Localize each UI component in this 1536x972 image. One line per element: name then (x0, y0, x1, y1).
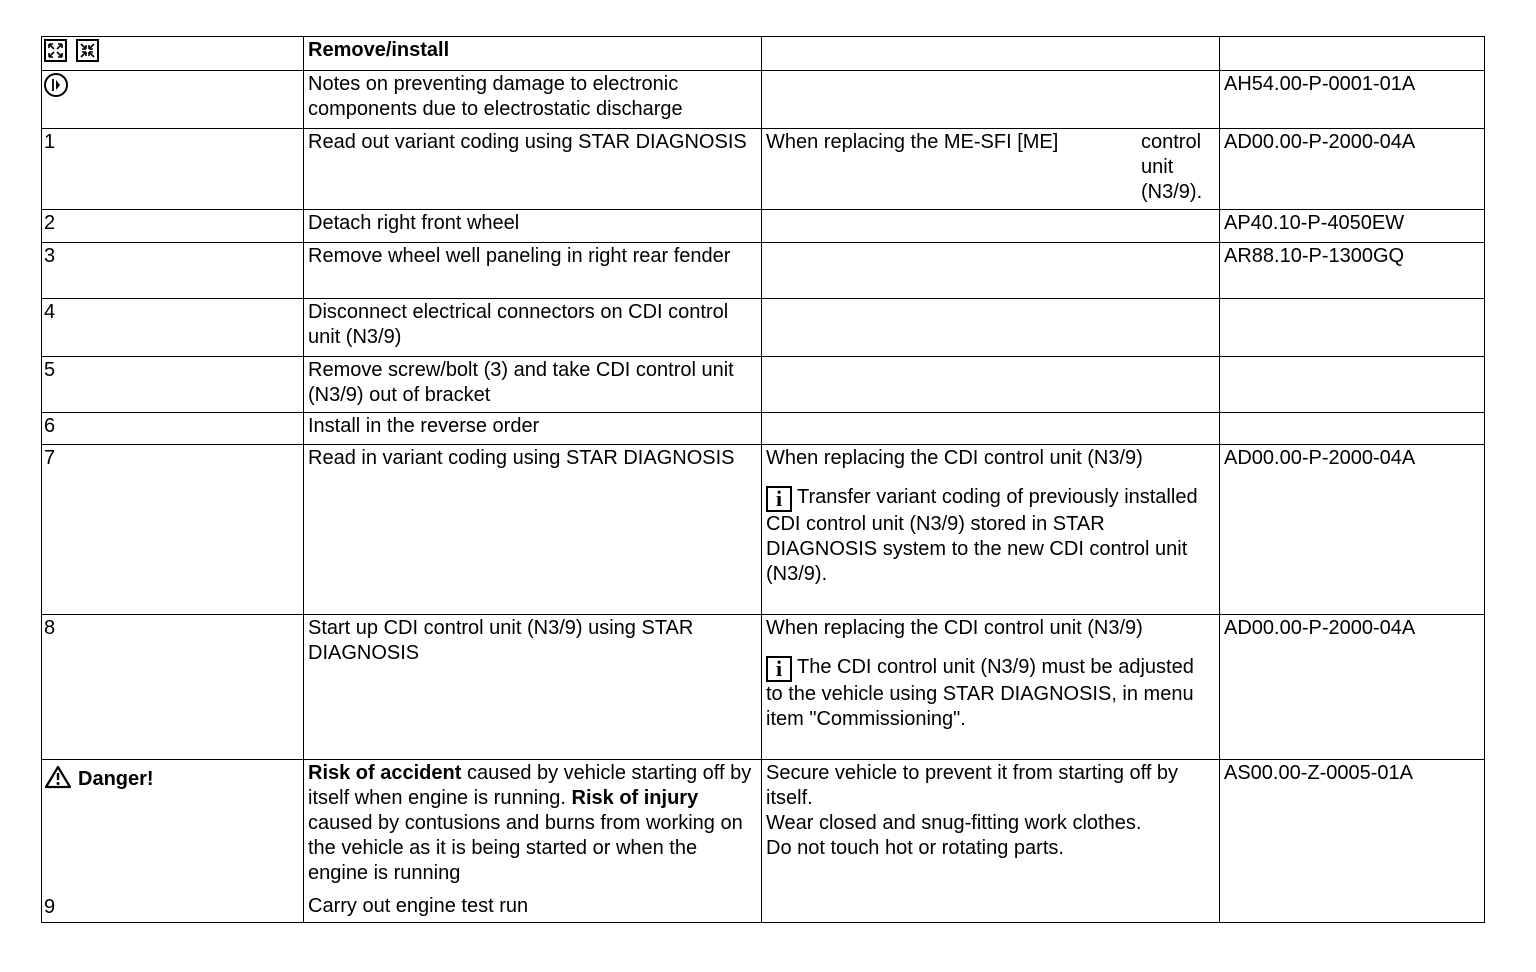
table-row (42, 615, 1485, 760)
table-row (42, 129, 1485, 210)
step-number: 4 (42, 299, 304, 357)
table-row (42, 357, 1485, 413)
note-prefix: When replacing the ME-SFI [ME] (766, 131, 1059, 153)
table-header-row (42, 37, 1485, 71)
note-cell (762, 413, 1220, 445)
step-number: 9 (44, 896, 56, 918)
info-text: Transfer variant coding of previously installed CDI control unit (N3/9) stored in STAR DIAGNOSIS system to the new CDI control unit (N3/9). (766, 486, 1198, 585)
step-number: 8 (42, 615, 304, 760)
risk-injury-title: Risk of injury (571, 787, 699, 809)
risk-accident-title: Risk of accident (308, 762, 462, 784)
remove-icon (44, 39, 67, 62)
info-note (766, 485, 1215, 587)
install-icon (76, 39, 99, 62)
safety-note-line: Secure vehicle to prevent it from starting off by itself. (766, 762, 1179, 809)
step-cell (42, 71, 304, 129)
esd-notice-icon (44, 73, 68, 97)
note-cell (762, 71, 1220, 129)
action-cell: Read out variant coding using STAR DIAGNOSIS (304, 129, 762, 210)
action-cell: Carry out engine test run (308, 895, 529, 917)
risk-text (308, 761, 757, 886)
note-cell (762, 129, 1220, 210)
document-ref[interactable]: AD00.00-P-2000-04A (1220, 129, 1485, 210)
danger-cell (42, 760, 304, 923)
action-cell: Disconnect electrical connectors on CDI control unit (N3/9) (304, 299, 762, 357)
document-ref[interactable]: AD00.00-P-2000-04A (1220, 445, 1485, 615)
document-ref (1220, 357, 1485, 413)
action-cell: Install in the reverse order (304, 413, 762, 445)
table-row (42, 299, 1485, 357)
note-condition: When replacing the CDI control unit (N3/9) (766, 617, 1143, 639)
safety-note-line: Do not touch hot or rotating parts. (766, 837, 1064, 859)
step-number: 2 (42, 210, 304, 243)
step-number: 6 (42, 413, 304, 445)
document-ref[interactable]: AH54.00-P-0001-01A (1220, 71, 1485, 129)
document-ref[interactable]: AP40.10-P-4050EW (1220, 210, 1485, 243)
note-cell (762, 299, 1220, 357)
table-row (42, 210, 1485, 243)
risk-cell (304, 760, 762, 923)
table-row (42, 71, 1485, 129)
header-note-cell (762, 37, 1220, 71)
table-row (42, 445, 1485, 615)
danger-label: Danger! (78, 768, 154, 790)
note-suffix: control unit (N3/9). (1141, 131, 1203, 203)
action-cell: Notes on preventing damage to electronic components due to electrostatic discharge (304, 71, 762, 129)
note-cell (762, 615, 1220, 760)
note-cell (762, 210, 1220, 243)
action-cell: Remove screw/bolt (3) and take CDI control unit (N3/9) out of bracket (304, 357, 762, 413)
action-cell: Remove wheel well paneling in right rear fender (304, 243, 762, 299)
info-note (766, 655, 1215, 732)
table-row (42, 413, 1485, 445)
document-ref (1220, 413, 1485, 445)
safety-note-cell (762, 760, 1220, 923)
info-icon: i (766, 486, 792, 512)
info-icon: i (766, 656, 792, 682)
risk-injury-text: caused by contusions and burns from working on the vehicle as it is being started or when the engine is running (308, 812, 743, 884)
note-cell (762, 357, 1220, 413)
document-ref[interactable]: AR88.10-P-1300GQ (1220, 243, 1485, 299)
header-title: Remove/install (304, 37, 762, 71)
step-number: 7 (42, 445, 304, 615)
risk-accident-text: caused by vehicle starting off by itself when engine is running. (308, 762, 752, 809)
danger-label-wrap (44, 765, 299, 796)
document-ref[interactable]: AS00.00-Z-0005-01A (1220, 760, 1485, 923)
action-cell: Detach right front wheel (304, 210, 762, 243)
safety-note-line: Wear closed and snug-fitting work clothes. (766, 812, 1142, 834)
note-cell (762, 445, 1220, 615)
danger-row (42, 760, 1485, 923)
info-text: The CDI control unit (N3/9) must be adjusted to the vehicle using STAR DIAGNOSIS, in menu item "Commissioning". (766, 656, 1194, 730)
note-cell (762, 243, 1220, 299)
header-icons-cell (42, 37, 304, 71)
note-condition: When replacing the CDI control unit (N3/9) (766, 447, 1143, 469)
document-ref (1220, 299, 1485, 357)
warning-triangle-icon (44, 765, 72, 796)
step-number: 1 (42, 129, 304, 210)
header-ref-cell (1220, 37, 1485, 71)
document-ref[interactable]: AD00.00-P-2000-04A (1220, 615, 1485, 760)
table-row (42, 243, 1485, 299)
procedure-table (41, 36, 1485, 923)
step-number: 5 (42, 357, 304, 413)
action-cell: Start up CDI control unit (N3/9) using STAR DIAGNOSIS (304, 615, 762, 760)
action-cell: Read in variant coding using STAR DIAGNOSIS (304, 445, 762, 615)
step-number: 3 (42, 243, 304, 299)
